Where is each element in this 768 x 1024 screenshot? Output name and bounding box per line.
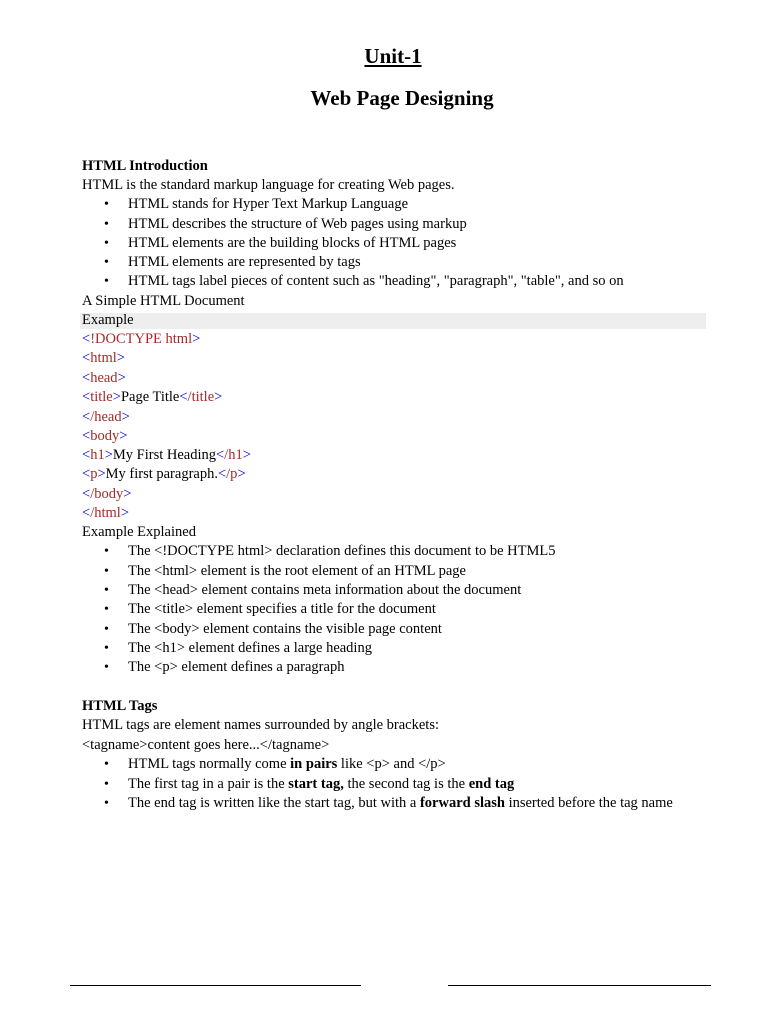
code-line-html-open	[82, 349, 125, 368]
code-bracket: <	[82, 409, 91, 425]
bold-run: in pairs	[290, 756, 338, 772]
footer-rule-left	[70, 985, 361, 986]
code-line-body-open	[82, 427, 127, 446]
bullet-icon: •	[104, 544, 109, 559]
code-bracket: >	[119, 428, 128, 444]
intro-bullet: HTML describes the structure of Web pages using markup	[128, 216, 467, 232]
code-bracket: <	[82, 350, 91, 366]
tags-bullet	[128, 794, 700, 813]
code-bracket: <	[82, 370, 91, 386]
bullet-icon: •	[104, 236, 109, 251]
code-line-h1	[82, 446, 251, 465]
text-run: HTML tags normally come	[128, 756, 291, 772]
code-bracket: >	[123, 486, 132, 502]
code-line-p	[82, 465, 246, 484]
bullet-icon: •	[104, 622, 109, 637]
section-heading-intro: HTML Introduction	[82, 158, 208, 174]
text-run: The first tag in a pair is the	[128, 776, 289, 792]
explained-bullet: The <head> element contains meta information about the document	[128, 582, 522, 598]
code-bracket: <	[82, 486, 91, 502]
code-tag-name: /h1	[224, 447, 243, 463]
bullet-icon: •	[104, 217, 109, 232]
text-run: The end tag is written like the start tag, but with a	[128, 795, 420, 811]
code-bracket: >	[117, 370, 126, 386]
example-label: Example	[82, 312, 134, 328]
code-tag-name: /html	[90, 505, 121, 521]
bold-run: end tag	[468, 776, 515, 792]
code-bracket: <	[215, 447, 225, 463]
code-bracket: <	[217, 466, 227, 482]
code-bracket: >	[242, 447, 251, 463]
code-bracket: <	[82, 447, 91, 463]
bullet-icon: •	[104, 777, 109, 792]
code-tag-name: !DOCTYPE html	[90, 331, 193, 347]
code-bracket: >	[104, 447, 113, 463]
bullet-icon: •	[104, 564, 109, 579]
code-bracket: <	[82, 428, 91, 444]
bullet-icon: •	[104, 197, 109, 212]
text-run: like <p> and </p>	[337, 756, 446, 772]
explained-bullet: The <!DOCTYPE html> declaration defines this document to be HTML5	[128, 543, 556, 559]
simple-doc-label: A Simple HTML Document	[82, 293, 245, 309]
tags-bullet	[128, 755, 446, 774]
bullet-icon: •	[104, 602, 109, 617]
code-bracket: >	[112, 389, 121, 405]
code-text: My first paragraph.	[105, 466, 218, 482]
intro-bullet: HTML stands for Hyper Text Markup Language	[128, 196, 409, 212]
code-bracket: <	[82, 466, 91, 482]
bullet-icon: •	[104, 796, 109, 811]
code-tag-name: p	[90, 466, 98, 482]
bullet-icon: •	[104, 757, 109, 772]
code-bracket: >	[237, 466, 246, 482]
code-tag-name: /body	[90, 486, 124, 502]
code-bracket: >	[120, 505, 129, 521]
explained-label: Example Explained	[82, 524, 196, 540]
code-bracket: <	[82, 331, 91, 347]
bullet-icon: •	[104, 660, 109, 675]
code-line-body-close	[82, 485, 131, 504]
tags-syntax: <tagname>content goes here...</tagname>	[82, 737, 330, 753]
bullet-icon: •	[104, 641, 109, 656]
code-bracket: >	[116, 350, 125, 366]
bold-run: forward slash	[419, 795, 505, 811]
code-bracket: <	[82, 505, 91, 521]
code-tag-name: body	[90, 428, 120, 444]
unit-heading: Unit-1	[364, 44, 422, 68]
intro-bullet: HTML elements are represented by tags	[128, 254, 361, 270]
footer-rule-right	[448, 985, 711, 986]
code-line-html-close	[82, 504, 129, 523]
code-tag-name: title	[90, 389, 113, 405]
text-run: the second tag is the	[343, 776, 469, 792]
page-title: Web Page Designing	[310, 86, 494, 110]
code-bracket: <	[82, 389, 91, 405]
code-line-head-open	[82, 369, 126, 388]
bullet-icon: •	[104, 274, 109, 289]
bullet-icon: •	[104, 255, 109, 270]
code-tag-name: h1	[90, 447, 105, 463]
bullet-icon: •	[104, 583, 109, 598]
code-tag-name: head	[90, 370, 118, 386]
text-run: inserted before the tag name	[504, 795, 673, 811]
explained-bullet: The <h1> element defines a large heading	[128, 640, 372, 656]
explained-bullet: The <title> element specifies a title for the document	[128, 601, 436, 617]
explained-bullet: The <html> element is the root element of an HTML page	[128, 563, 466, 579]
explained-bullet: The <p> element defines a paragraph	[128, 659, 345, 675]
intro-bullet: HTML tags label pieces of content such as "heading", "paragraph", "table", and so on	[128, 273, 624, 289]
code-bracket: <	[179, 389, 188, 405]
code-bracket: >	[97, 466, 106, 482]
code-bracket: >	[214, 389, 223, 405]
tags-bullet	[128, 775, 514, 794]
code-tag-name: /head	[90, 409, 122, 425]
bold-run: start tag,	[288, 776, 344, 792]
code-bracket: >	[192, 331, 201, 347]
intro-bullet: HTML elements are the building blocks of HTML pages	[128, 235, 457, 251]
code-tag-name: /title	[187, 389, 215, 405]
code-line-head-close	[82, 408, 130, 427]
code-tag-name: /p	[226, 466, 238, 482]
code-line-doctype	[82, 330, 200, 349]
code-tag-name: html	[90, 350, 117, 366]
tags-lead: HTML tags are element names surrounded by angle brackets:	[82, 717, 440, 733]
explained-bullet: The <body> element contains the visible page content	[128, 621, 442, 637]
code-text: Page Title	[120, 389, 180, 405]
example-bar	[80, 313, 706, 329]
code-text: My First Heading	[112, 447, 216, 463]
intro-lead: HTML is the standard markup language for creating Web pages.	[82, 177, 455, 193]
code-bracket: >	[121, 409, 130, 425]
code-line-title	[82, 388, 222, 407]
section-heading-tags: HTML Tags	[82, 698, 158, 714]
